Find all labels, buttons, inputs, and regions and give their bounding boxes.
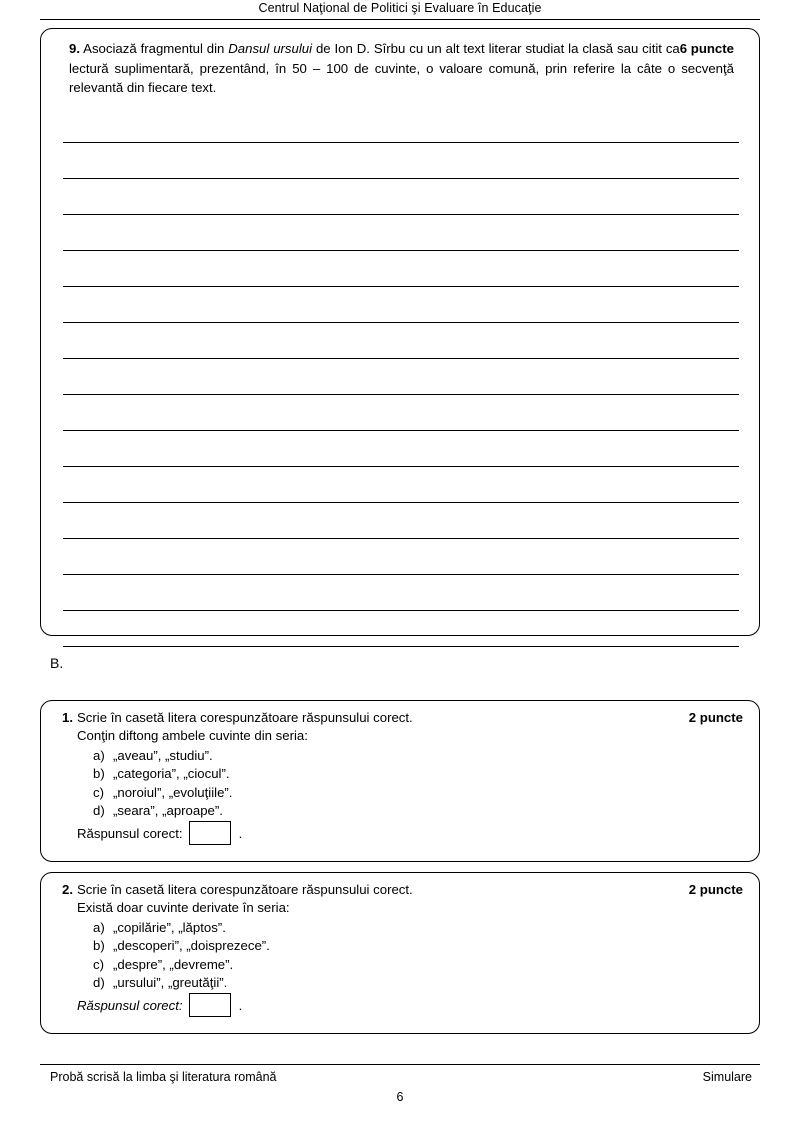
- footer-exam-name: Probă scrisă la limba şi literatura română: [50, 1070, 277, 1084]
- item-2-points: 2 puncte: [688, 882, 743, 897]
- item-1-answer-label: Răspunsul corect:: [77, 825, 183, 841]
- item-1-choice-d[interactable]: [93, 802, 232, 820]
- item-2-choice-c[interactable]: [93, 956, 270, 974]
- question-9-text-part1: Asociază fragmentul din: [83, 41, 229, 56]
- choice-letter: c): [93, 956, 104, 972]
- choice-letter: b): [93, 938, 105, 954]
- choice-letter: d): [93, 974, 105, 990]
- choice-letter: d): [93, 802, 105, 818]
- choice-letter: b): [93, 766, 105, 782]
- item-2-answer-label: Răspunsul corect:: [77, 997, 183, 1013]
- item-1-points: 2 puncte: [688, 710, 743, 725]
- choice-text: „descoperi”, „doisprezece”.: [113, 938, 270, 954]
- item-1-head: [51, 709, 751, 727]
- choice-letter: c): [93, 784, 104, 800]
- answer-line[interactable]: [63, 287, 739, 323]
- item-2-choices: [93, 919, 270, 992]
- answer-line[interactable]: [63, 359, 739, 395]
- answer-line[interactable]: [63, 179, 739, 215]
- answer-line[interactable]: [63, 251, 739, 287]
- question-9-work-title: Dansul ursului: [228, 41, 313, 56]
- choice-text: „ursului”, „greutăţii”.: [113, 974, 228, 990]
- choice-letter: a): [93, 748, 105, 763]
- item-2-answer-row: [77, 993, 242, 1017]
- answer-line[interactable]: [63, 215, 739, 251]
- choice-text: „copilărie”, „lăptos”.: [113, 920, 226, 935]
- item-2-choice-d[interactable]: [93, 974, 270, 992]
- item-1-box: [40, 700, 760, 862]
- answer-line[interactable]: [63, 431, 739, 467]
- item-1-number: 1.: [62, 710, 73, 725]
- item-2-head: [51, 881, 751, 899]
- answer-line[interactable]: [63, 539, 739, 575]
- footer-divider: [40, 1064, 760, 1065]
- header-title: Centrul Naţional de Politici şi Evaluare în Educaţie: [258, 1, 542, 15]
- question-9-points: 6 puncte: [679, 41, 734, 56]
- item-1-answer-row: [77, 821, 242, 845]
- answer-line[interactable]: [63, 143, 739, 179]
- question-9-box: [40, 28, 760, 636]
- item-2-number: 2.: [62, 882, 73, 897]
- page-header: [40, 0, 760, 22]
- item-1-choice-b[interactable]: [93, 765, 232, 783]
- question-9-text-part2: de Ion D. Sîrbu cu un alt text literar studiat la clasă sau citit ca lectură suplimentară, prezentând, în 50 – 100 de cuvinte, o valoare comună, prin referire la câte o secvenţă relevantă din fiecare text.: [69, 41, 734, 95]
- item-2-answer-input[interactable]: [189, 993, 231, 1017]
- item-1-answer-suffix: .: [238, 825, 243, 841]
- header-divider: [40, 19, 760, 20]
- question-9-answer-area[interactable]: [63, 107, 739, 647]
- item-1-instruction: Scrie în casetă litera corespunzătoare răspunsului corect.: [77, 710, 413, 725]
- choice-text: „aveau”, „studiu”.: [113, 748, 213, 763]
- choice-text: „despre”, „devreme”.: [113, 956, 234, 972]
- answer-line[interactable]: [63, 575, 739, 611]
- item-1-choice-c[interactable]: [93, 784, 232, 802]
- question-9-text: [69, 39, 734, 98]
- section-b-label: B.: [50, 655, 64, 671]
- answer-line[interactable]: [63, 611, 739, 647]
- item-2-box: [40, 872, 760, 1034]
- item-2-instruction: Scrie în casetă litera corespunzătoare răspunsului corect.: [77, 882, 413, 897]
- item-2-answer-suffix: .: [238, 997, 243, 1013]
- item-1-choices: [93, 747, 232, 820]
- answer-line[interactable]: [63, 467, 739, 503]
- item-1-statement: Conţin diftong ambele cuvinte din seria:: [77, 728, 308, 743]
- choice-text: „categoria”, „ciocul”.: [113, 766, 230, 782]
- answer-line[interactable]: [63, 395, 739, 431]
- choice-text: „noroiul”, „evoluţiile”.: [113, 784, 233, 800]
- footer-page-number: 6: [396, 1090, 404, 1104]
- answer-line[interactable]: [63, 323, 739, 359]
- item-2-choice-a[interactable]: [93, 919, 270, 937]
- page-footer: [40, 1064, 760, 1104]
- item-1-choice-a[interactable]: [93, 747, 232, 765]
- choice-letter: a): [93, 920, 105, 935]
- choice-text: „seara”, „aproape”.: [113, 802, 223, 818]
- item-2-statement: Există doar cuvinte derivate în seria:: [77, 900, 290, 915]
- item-1-answer-input[interactable]: [189, 821, 231, 845]
- answer-line[interactable]: [63, 107, 739, 143]
- footer-session: Simulare: [702, 1070, 752, 1084]
- item-2-choice-b[interactable]: [93, 937, 270, 955]
- answer-line[interactable]: [63, 503, 739, 539]
- question-9-number: 9.: [69, 41, 80, 56]
